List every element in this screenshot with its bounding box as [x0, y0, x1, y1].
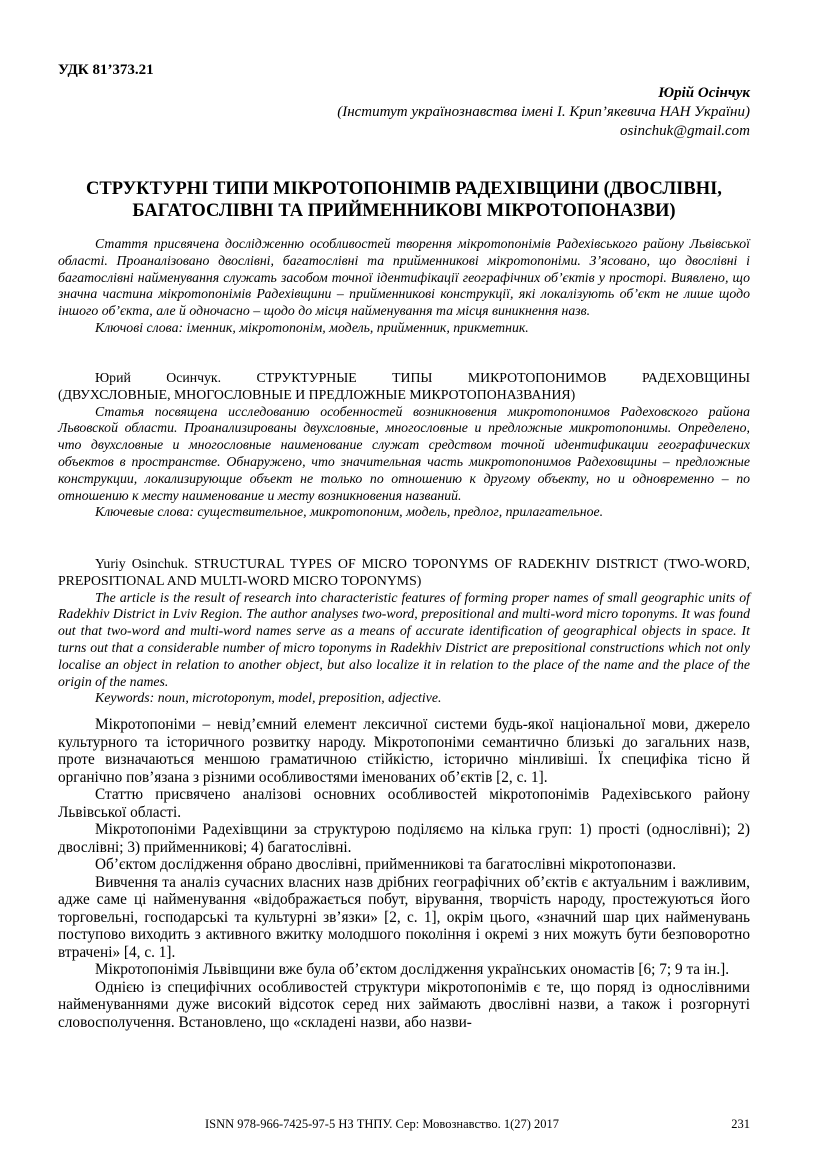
author-name: Юрій Осінчук [658, 85, 750, 101]
udc-code: УДК 81’373.21 [58, 62, 154, 78]
body-paragraph-4: Об’єктом дослідження обрано двослівні, прийменникові та багатослівні мікротопоназви. [95, 856, 677, 873]
body-paragraph-7: Однією із специфічних особливостей структури мікротопонімів є те, що поряд із однослівними найменуваннями дуже високий відсоток серед них займають двослівні назви, а також і розгорнуті словосполучення. Встановлено, що «складені назви, або назви- [58, 978, 750, 1031]
main-body [58, 716, 750, 1031]
abstract-en-keywords: Keywords: noun, microtoponym, model, preposition, adjective. [95, 690, 442, 706]
abstract-en-heading: Yuriy Osinchuk. STRUCTURAL TYPES OF MICRO TOPONYMS OF RADEKHIV DISTRICT (TWO-WORD, PREPOSITIONAL AND MULTI-WORD MICRO TOPONYMS) [58, 556, 750, 588]
body-paragraph-6: Мікротопонімія Львівщини вже була об’єктом дослідження українських ономастів [6; 7; 9 та ін.]. [95, 961, 730, 978]
paper-title: СТРУКТУРНІ ТИПИ МІКРОТОПОНІМІВ РАДЕХІВЩИНИ (ДВОСЛІВНІ, БАГАТОСЛІВНІ ТА ПРИЙМЕННИКОВІ МІКРОТОПОНАЗВИ) [86, 179, 722, 221]
abstract-uk [58, 236, 750, 337]
abstract-ru-text: Статья посвящена исследованию особенностей возникновения микротопонимов Радеховского района Львовской области. Проанализированы двухсловные, многословные и предложные микротопонимы. Определено, что двухсловные и многословные наименование служат средством точной идентификации географических объектов в пространстве. Обнаружено, что значительная часть микротопонимов Радеховщины – предложные конструкции, локализирующие объект не только по отношению к другому объекту, но и одновременно – по отношению к месту наименование и месту возникновения названий. [58, 403, 750, 503]
body-paragraph-1: Мікротопоніми – невід’ємний елемент лексичної системи будь-якої національної мови, джерело культурного та історичного розвитку народу. Мікротопоніми семантично близькі до загальних назв, проте визначаються меншою граматичною стійкістю, історично мінливіші. Їх специфіка тісно й органічно пов’язана з різними особливостями іменованих об’єктів [2, с. 1]. [58, 716, 750, 786]
page-number: 231 [731, 1117, 750, 1131]
body-paragraph-2: Статтю присвячено аналізові основних особливостей мікротопонімів Радехівського району Львівської області. [58, 786, 750, 821]
abstract-ru-heading: Юрий Осинчук. СТРУКТУРНЫЕ ТИПЫ МИКРОТОПОНИМОВ РАДЕХОВЩИНЫ [95, 370, 750, 385]
author-affiliation: (Інститут українознавства імені І. Крип’якевича НАН України) [337, 104, 750, 120]
abstract-ru-keywords: Ключевые слова: существительное, микротопоним, модель, предлог, прилагательное. [95, 504, 604, 520]
journal-info: ISNN 978-966-7425-97-5 НЗ ТНПУ. Сер: Мовознавство. 1(27) 2017 [205, 1117, 560, 1131]
abstract-uk-keywords: Ключові слова: іменник, мікротопонім, модель, прийменник, прикметник. [95, 319, 529, 335]
author-email[interactable]: osinchuk@gmail.com [619, 123, 750, 139]
abstract-en [58, 556, 750, 707]
abstract-ru-heading-cont: (ДВУХСЛОВНЫЕ, МНОГОСЛОВНЫЕ И ПРЕДЛОЖНЫЕ МИКРОТОПОНАЗВАНИЯ) [58, 386, 576, 402]
body-paragraph-5: Вивчення та аналіз сучасних власних назв дрібних географічних об’єктів є актуальним і важливим, адже саме ці найменування «відображається побут, вірування, творчість народу, простежуються його торговельні, господарські та культурні зв’язки» [2, с. 1], окрім цього, «значний шар цих найменувань поступово виходить з активного вжитку молодшого покоління і окремі з них можуть бути безповоротно втрачені» [4, с. 1]. [58, 873, 750, 961]
abstract-ru [58, 370, 750, 521]
abstract-en-text: The article is the result of research into characteristic features of forming proper names of small geographic units of Radekhiv District in Lviv Region. The author analyses two-word, prepositional and multi-word micro toponyms. It was found out that two-word and multi-word names serve as a means of accurate identification of geographical objects in space. It turns out that a considerable number of micro toponyms in Radekhiv District are prepositional constructions which not only localise an object in relation to another object, but also localize it in relation to the place of the name and the place of the origin of the names. [58, 589, 750, 689]
abstract-uk-text: Стаття присвячена дослідженню особливостей творення мікротопонімів Радехівського району Львівської області. Проаналізовано двослівні, багатослівні та прийменникові мікротопоніми. З’ясовано, що двослівні і багатослівні найменування служать засобом точної ідентифікації географічних об’єктів у просторі. Виявлено, що значна частина мікротопонімів Радехівщини – прийменникові конструкції, які локалізують об’єкт не лише щодо іншого об’єкта, але й одночасно – щодо до місця найменування та місця виникнення назв. [58, 236, 750, 319]
body-paragraph-3: Мікротопоніми Радехівщини за структурою поділяємо на кілька груп: 1) прості (однослівні); 2) двослівні; 3) прийменникові; 4) багатослівні. [58, 821, 750, 856]
author-block [337, 84, 750, 141]
